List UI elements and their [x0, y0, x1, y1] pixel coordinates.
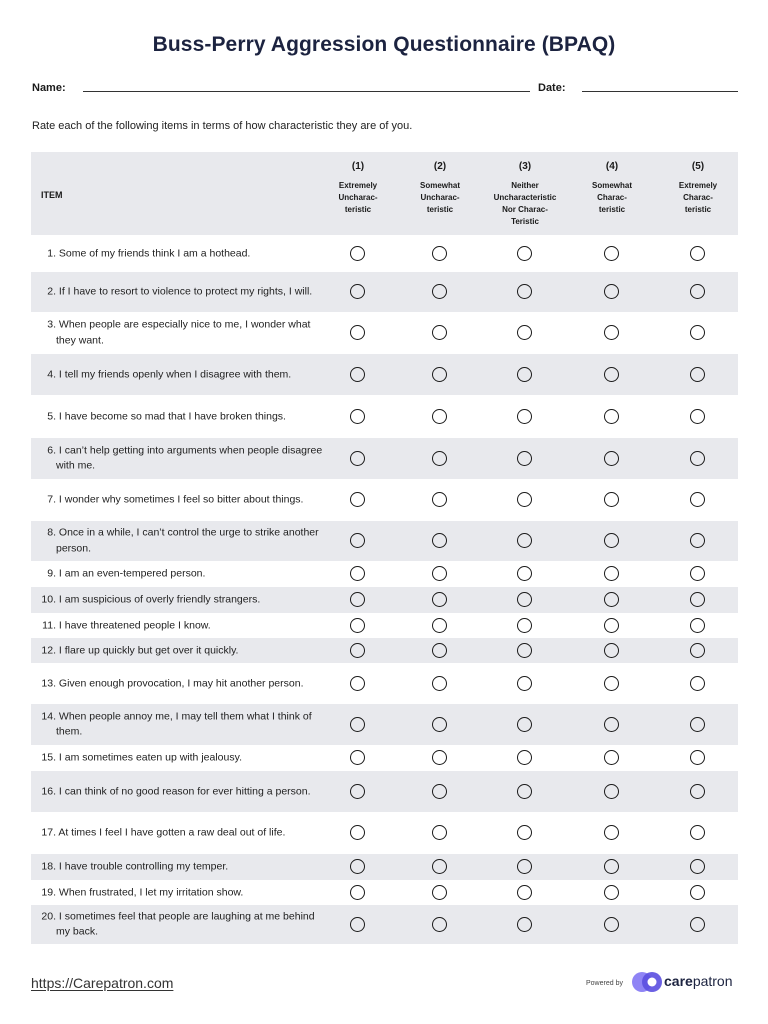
column-description-line: Uncharac- [420, 193, 460, 202]
date-field[interactable] [582, 91, 738, 92]
question-label: When people are especially nice to me, I wonder what they want. [56, 318, 311, 346]
question-number: 7. [47, 493, 56, 506]
rating-radio-2[interactable] [432, 566, 447, 581]
rating-radio-3[interactable] [517, 409, 532, 424]
column-description [313, 180, 403, 216]
rating-radio-2[interactable] [432, 533, 447, 548]
question-text [38, 409, 326, 425]
question-label: At times I feel I have gotten a raw deal out of life. [58, 826, 286, 839]
rating-radio-2[interactable] [432, 246, 447, 261]
question-number: 1. [47, 246, 56, 259]
table-row [31, 312, 738, 354]
rating-radio-1[interactable] [350, 325, 365, 340]
carepatron-link[interactable]: https://Carepatron.com [31, 975, 174, 991]
question-number: 14. [41, 710, 56, 722]
column-number: (2) [433, 161, 447, 172]
table-row [31, 704, 738, 745]
question-number: 16. [41, 784, 56, 797]
table-row [31, 587, 738, 613]
table-row [31, 745, 738, 771]
rating-radio-4[interactable] [604, 284, 619, 299]
question-text [38, 618, 326, 634]
rating-radio-2[interactable] [432, 492, 447, 507]
column-description [395, 180, 485, 216]
question-text [38, 709, 326, 740]
rating-radio-4[interactable] [604, 885, 619, 900]
question-number: 20. [41, 910, 56, 922]
question-number: 4. [47, 367, 56, 380]
question-text [38, 592, 326, 608]
questionnaire-table [31, 152, 738, 944]
rating-radio-2[interactable] [432, 859, 447, 874]
rating-radio-4[interactable] [604, 492, 619, 507]
table-row [31, 854, 738, 880]
rating-radio-5[interactable] [690, 409, 705, 424]
question-label: I am suspicious of overly friendly strangers. [58, 593, 261, 606]
question-text [38, 885, 326, 901]
rating-radio-2[interactable] [432, 643, 447, 658]
question-label: I am sometimes eaten up with jealousy. [58, 751, 242, 764]
rating-radio-4[interactable] [604, 717, 619, 732]
rating-radio-4[interactable] [604, 917, 619, 932]
question-text [38, 825, 326, 841]
rating-radio-4[interactable] [604, 643, 619, 658]
column-description-line: Charac- [597, 193, 627, 202]
powered-by-label: Powered by [586, 980, 623, 987]
column-header-4 [567, 161, 657, 216]
question-number: 15. [41, 751, 56, 764]
question-text [38, 909, 326, 940]
question-number: 6. [47, 444, 56, 456]
column-description-line: teristic [426, 205, 454, 214]
question-number: 9. [47, 567, 56, 580]
column-description [567, 180, 657, 216]
rating-radio-5[interactable] [690, 367, 705, 382]
rating-radio-1[interactable] [350, 592, 365, 607]
question-number: 13. [41, 676, 56, 689]
rating-radio-4[interactable] [604, 246, 619, 261]
question-number: 11. [42, 618, 56, 631]
column-description-line: teristic [598, 205, 626, 214]
column-description-line: Charac- [683, 193, 713, 202]
column-description [653, 180, 743, 216]
rating-radio-2[interactable] [432, 325, 447, 340]
question-label: I can think of no good reason for ever hitting a person. [58, 784, 311, 797]
rating-radio-4[interactable] [604, 676, 619, 691]
rating-radio-1[interactable] [350, 885, 365, 900]
rating-radio-2[interactable] [432, 750, 447, 765]
question-number: 5. [47, 409, 56, 422]
question-label: I tell my friends openly when I disagree with them. [58, 367, 292, 380]
rating-radio-3[interactable] [517, 643, 532, 658]
question-label: I have trouble controlling my temper. [58, 860, 229, 873]
table-row [31, 561, 738, 587]
column-number: (1) [351, 161, 365, 172]
rating-radio-1[interactable] [350, 409, 365, 424]
rating-radio-1[interactable] [350, 917, 365, 932]
rating-radio-4[interactable] [604, 566, 619, 581]
rating-radio-5[interactable] [690, 784, 705, 799]
rating-radio-3[interactable] [517, 492, 532, 507]
rating-radio-5[interactable] [690, 717, 705, 732]
rating-radio-1[interactable] [350, 643, 365, 658]
rating-radio-1[interactable] [350, 618, 365, 633]
question-text [38, 566, 326, 582]
rating-radio-4[interactable] [604, 859, 619, 874]
table-row [31, 663, 738, 704]
question-number: 3. [47, 318, 56, 331]
table-row [31, 479, 738, 521]
question-number: 12. [41, 643, 56, 656]
rating-radio-1[interactable] [350, 533, 365, 548]
question-text [38, 750, 326, 766]
rating-radio-3[interactable] [517, 885, 532, 900]
question-text [38, 284, 326, 300]
rating-radio-5[interactable] [690, 566, 705, 581]
column-description-line: teristic [344, 205, 372, 214]
rating-radio-1[interactable] [350, 750, 365, 765]
rating-radio-3[interactable] [517, 717, 532, 732]
rating-radio-2[interactable] [432, 885, 447, 900]
question-text [38, 526, 326, 557]
rating-radio-5[interactable] [690, 859, 705, 874]
question-label: If I have to resort to violence to protect my rights, I will. [58, 285, 313, 298]
rating-radio-1[interactable] [350, 676, 365, 691]
rating-radio-4[interactable] [604, 618, 619, 633]
rating-radio-2[interactable] [432, 676, 447, 691]
question-label: Once in a while, I can’t control the urge to strike another person. [56, 526, 319, 554]
date-label: Date: [538, 82, 566, 94]
table-row [31, 521, 738, 561]
brand-bold: care [664, 973, 693, 989]
rating-radio-2[interactable] [432, 917, 447, 932]
rating-radio-5[interactable] [690, 246, 705, 261]
column-description-line: Somewhat [419, 181, 460, 190]
rating-radio-4[interactable] [604, 533, 619, 548]
rating-radio-3[interactable] [517, 618, 532, 633]
name-date-row [32, 82, 738, 96]
rating-radio-5[interactable] [690, 284, 705, 299]
column-description-line: Nor Charac- [502, 205, 548, 214]
table-row [31, 638, 738, 663]
question-number: 19. [41, 885, 56, 898]
rating-radio-1[interactable] [350, 451, 365, 466]
column-description-line: Uncharac- [338, 193, 378, 202]
rating-radio-5[interactable] [690, 643, 705, 658]
table-row [31, 235, 738, 272]
question-number: 8. [47, 526, 56, 539]
rating-radio-2[interactable] [432, 618, 447, 633]
rating-radio-5[interactable] [690, 325, 705, 340]
rating-radio-4[interactable] [604, 592, 619, 607]
table-header [31, 152, 738, 235]
question-number: 10. [41, 593, 56, 606]
rating-radio-4[interactable] [604, 367, 619, 382]
rating-radio-5[interactable] [690, 492, 705, 507]
column-number: (5) [691, 161, 705, 172]
column-header-5 [653, 161, 743, 216]
question-label: I can’t help getting into arguments when people disagree with me. [56, 444, 323, 472]
rating-radio-3[interactable] [517, 592, 532, 607]
column-description-line: Uncharacteristic [493, 193, 557, 202]
rating-radio-4[interactable] [604, 409, 619, 424]
question-label: When people annoy me, I may tell them what I think of them. [56, 710, 312, 738]
question-label: I sometimes feel that people are laughing at me behind my back. [56, 910, 315, 938]
rating-radio-2[interactable] [432, 825, 447, 840]
rating-radio-3[interactable] [517, 566, 532, 581]
rating-radio-3[interactable] [517, 325, 532, 340]
column-header-3 [480, 161, 570, 228]
question-text [38, 492, 326, 508]
rating-radio-2[interactable] [432, 367, 447, 382]
column-number: (3) [518, 161, 532, 172]
rating-radio-3[interactable] [517, 367, 532, 382]
rating-radio-2[interactable] [432, 451, 447, 466]
table-row [31, 905, 738, 944]
question-label: I am an even-tempered person. [58, 567, 206, 580]
rating-radio-1[interactable] [350, 284, 365, 299]
rating-radio-2[interactable] [432, 409, 447, 424]
form-title: Buss-Perry Aggression Questionnaire (BPAQ) [152, 33, 616, 56]
rating-radio-2[interactable] [432, 717, 447, 732]
rating-radio-5[interactable] [690, 533, 705, 548]
rating-radio-5[interactable] [690, 618, 705, 633]
table-row [31, 880, 738, 905]
table-row [31, 395, 738, 438]
rating-radio-3[interactable] [517, 750, 532, 765]
question-label: When frustrated, I let my irritation show. [58, 885, 244, 898]
carepatron-logo-icon [631, 971, 663, 993]
rating-radio-3[interactable] [517, 451, 532, 466]
item-header: ITEM [41, 190, 63, 200]
table-row [31, 438, 738, 479]
table-body [31, 235, 738, 944]
question-text [38, 443, 326, 474]
table-row [31, 613, 738, 638]
question-text [38, 784, 326, 800]
rating-radio-2[interactable] [432, 592, 447, 607]
column-description-line: Teristic [511, 217, 539, 226]
rating-radio-3[interactable] [517, 917, 532, 932]
rating-radio-1[interactable] [350, 246, 365, 261]
rating-radio-5[interactable] [690, 825, 705, 840]
rating-radio-1[interactable] [350, 717, 365, 732]
rating-radio-1[interactable] [350, 859, 365, 874]
rating-radio-2[interactable] [432, 784, 447, 799]
column-header-1 [313, 161, 403, 216]
table-row [31, 812, 738, 854]
question-text [38, 676, 326, 692]
question-label: Some of my friends think I am a hothead. [58, 246, 251, 259]
column-number: (4) [605, 161, 619, 172]
question-number: 2. [47, 285, 56, 298]
column-description-line: Extremely [678, 181, 718, 190]
rating-radio-5[interactable] [690, 592, 705, 607]
question-number: 17. [41, 826, 56, 839]
column-description-line: Neither [511, 181, 539, 190]
table-row [31, 771, 738, 812]
rating-radio-1[interactable] [350, 492, 365, 507]
rating-radio-5[interactable] [690, 750, 705, 765]
rating-radio-4[interactable] [604, 325, 619, 340]
rating-radio-3[interactable] [517, 825, 532, 840]
rating-radio-3[interactable] [517, 859, 532, 874]
rating-radio-5[interactable] [690, 451, 705, 466]
rating-radio-1[interactable] [350, 784, 365, 799]
rating-radio-3[interactable] [517, 246, 532, 261]
table-row [31, 354, 738, 395]
question-label: Given enough provocation, I may hit another person. [58, 676, 304, 689]
question-text [38, 367, 326, 383]
rating-radio-5[interactable] [690, 885, 705, 900]
rating-radio-4[interactable] [604, 750, 619, 765]
question-text [38, 859, 326, 875]
rating-radio-5[interactable] [690, 917, 705, 932]
question-text [38, 246, 326, 262]
rating-radio-3[interactable] [517, 284, 532, 299]
question-label: I have threatened people I know. [58, 618, 211, 631]
column-header-2 [395, 161, 485, 216]
rating-radio-3[interactable] [517, 676, 532, 691]
rating-radio-4[interactable] [604, 825, 619, 840]
carepatron-brand [664, 973, 733, 989]
name-label: Name: [32, 82, 66, 94]
column-description-line: Extremely [338, 181, 378, 190]
rating-radio-1[interactable] [350, 825, 365, 840]
rating-radio-1[interactable] [350, 566, 365, 581]
rating-radio-2[interactable] [432, 284, 447, 299]
question-text [38, 643, 326, 659]
rating-radio-1[interactable] [350, 367, 365, 382]
question-label: I have become so mad that I have broken things. [58, 409, 286, 422]
rating-radio-4[interactable] [604, 784, 619, 799]
rating-radio-5[interactable] [690, 676, 705, 691]
column-description [480, 180, 570, 228]
question-text [38, 318, 326, 349]
rating-radio-3[interactable] [517, 533, 532, 548]
rating-radio-4[interactable] [604, 451, 619, 466]
rating-radio-3[interactable] [517, 784, 532, 799]
instructions: Rate each of the following items in terms of how characteristic they are of you. [32, 120, 413, 132]
table-row [31, 272, 738, 312]
column-description-line: Somewhat [591, 181, 632, 190]
question-number: 18. [41, 860, 56, 873]
column-description-line: teristic [684, 205, 712, 214]
question-label: I flare up quickly but get over it quickly. [58, 643, 239, 656]
question-label: I wonder why sometimes I feel so bitter about things. [58, 493, 304, 506]
brand-rest: patron [692, 973, 733, 989]
name-field[interactable] [83, 91, 530, 92]
